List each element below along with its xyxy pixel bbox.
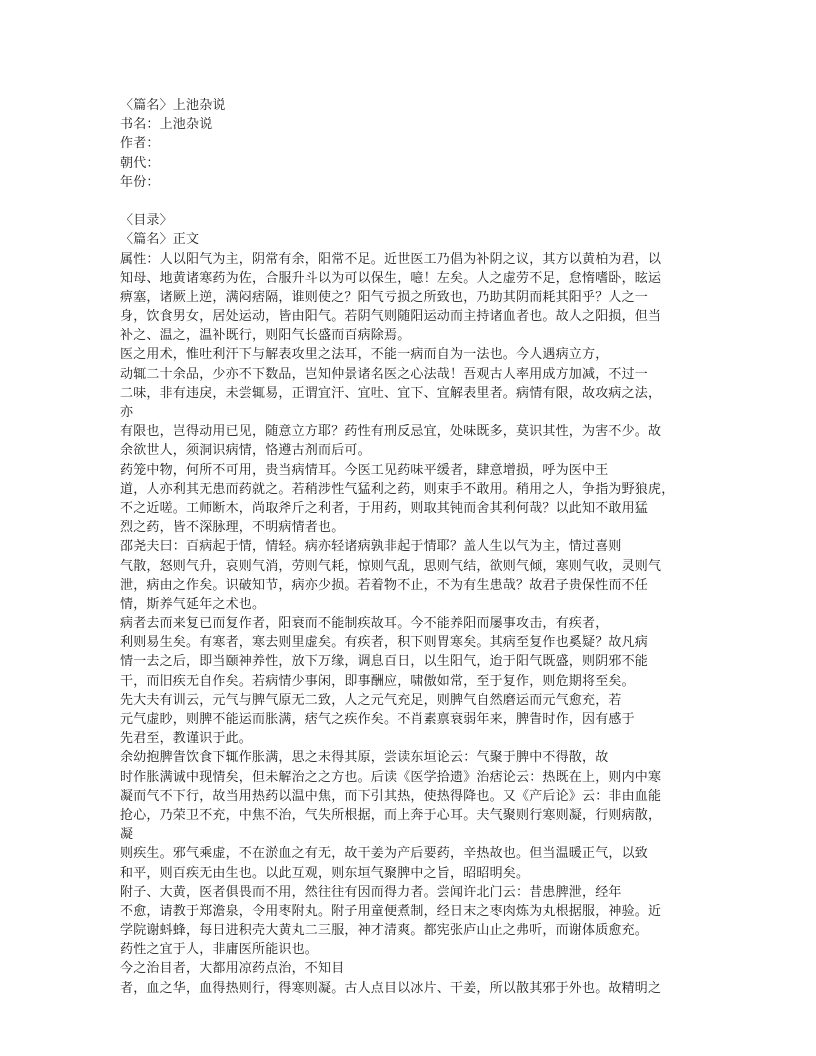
body-line: 抢心，乃荣卫不充，中焦不治，气失所根据，而上奔于心耳。夫气聚则行寒则凝，行则病散， xyxy=(120,807,662,823)
body-line: 时作胀满诚中现情矣，但未解治之之方也。后读《医学拾遗》治痞论云：热既在上，则内中寒 xyxy=(120,769,662,785)
body-line: 者，血之华，血得热则行，得寒则凝。古人点目以冰片、干姜，所以散其邪于外也。故精明之 xyxy=(120,980,662,996)
year-field: 年份： xyxy=(120,174,160,190)
body-line: 则疾生。邪气乘虚，不在淤血之有无，故干姜为产后要药，辛热故也。但当温暖正气，以致 xyxy=(120,846,649,862)
body-text xyxy=(120,250,698,998)
body-line: 元气虚眇，则脾不能运而胀满，痞气之疾作矣。不肖素禀衰弱年来，脾眚时作，因有感于 xyxy=(120,712,635,727)
body-line: 附子、大黄，医者俱畏而不用，然往往有因而得力者。尝闻许北门云：昔患脾泄，经年 xyxy=(120,884,622,900)
body-line: 泄，病由之作矣。识破知节，病亦少损。若着物不止，不为有生患哉？故君子贵保性而不任 xyxy=(120,577,649,593)
body-line: 先君至，教谨识于此。 xyxy=(120,731,253,747)
body-line: 动辄二十余品，少亦不下数品，岂知仲景诸名医之心法哉！吾观古人率用成方加减，不过一 xyxy=(120,366,649,382)
body-line: 有限也，岂得动用已见，随意立方耶？药性有刑反忌宜，处味既多，莫识其性，为害不少。故 xyxy=(120,424,662,440)
body-line: 痹塞，诸厥上逆，满闷痞隔，谁则使之？阳气亏损之所致也，乃助其阴而耗其阳乎？人之一 xyxy=(120,289,649,305)
body-line: 邵尧夫曰：百病起于情，情轻。病亦轻诸病孰非起于情耶？盖人生以气为主，情过喜则 xyxy=(120,539,622,555)
document-page xyxy=(120,96,698,998)
body-line: 情，斯养气延年之术也。 xyxy=(120,596,266,612)
spacer xyxy=(120,192,698,211)
toc-label: 〈目录〉 xyxy=(120,213,173,229)
piece-title: 〈篇名〉上池杂说 xyxy=(120,98,226,113)
body-line: 凝 xyxy=(120,827,134,843)
body-line: 病者去而来复已而复作者，阳衰而不能制疾故耳。今不能养阳而屡事攻击，有疾者， xyxy=(120,616,609,632)
body-line: 凝而气不下行，故当用热药以温中焦，而下引其热，使热得降也。又《产后论》云：非由血能 xyxy=(120,788,662,804)
body-line: 余欲世人，须洞识病情，恪遵古剂而后可。 xyxy=(120,443,371,459)
body-line: 今之治目者，大都用凉药点治，不知目 xyxy=(120,961,345,977)
body-line: 不愈，请教于郑澹泉，令用枣附丸。附子用童便煮制，经日末之枣肉炼为丸根据服，神验。近 xyxy=(120,903,662,919)
body-line: 身，饮食男女，居处运动，皆由阳气。若阴气则随阳运动而主持诸血者也。故人之阳损，但当 xyxy=(120,309,662,325)
author-field: 作者： xyxy=(120,136,160,152)
body-line: 知母、地黄诸寒药为佐，合服升斗以为可以保生，噫！左矣。人之虚劳不足，怠惰嗜卧，眩运 xyxy=(120,270,662,286)
body-line: 不之近嗟。工师断木，尚取斧斤之利者，于用药，则取其钝而舍其利何哉？以此知不敢用猛 xyxy=(120,500,649,516)
body-line: 和平，则百疾无由生也。以此互观，则东垣气聚脾中之旨，昭昭明矣。 xyxy=(120,865,530,881)
body-line: 药笼中物，何所不可用，贵当病情耳。今医工见药味平缓者，肆意增损，呼为医中王 xyxy=(120,462,609,478)
book-name: 书名：上池杂说 xyxy=(120,117,213,133)
body-line: 学院谢蚪蜂，每日进积壳大黄丸二三服，神才清爽。都宪张庐山止之弗听，而谢体质愈充。 xyxy=(120,923,649,939)
body-line: 医之用术，惟吐利汗下与解表攻里之法耳，不能一病而自为一法也。今人遇病立方， xyxy=(120,347,609,363)
body-line: 补之、温之，温补既行，则阳气长盛而百病除焉。 xyxy=(120,328,411,344)
body-line: 余幼抱脾眚饮食下辄作胀满，思之未得其原，尝读东垣论云：气聚于脾中不得散，故 xyxy=(120,750,609,766)
body-line: 亦 xyxy=(120,405,134,420)
body-line: 干，而旧疾无自作矣。若病情少事闲，即事酬应，啸傲如常，至于复作，则危期将至矣。 xyxy=(120,673,635,689)
dynasty-field: 朝代： xyxy=(120,155,160,171)
body-line: 先大夫有训云，元气与脾气原无二致，人之元气充足，则脾气自然磨运而元气愈充，若 xyxy=(120,692,622,708)
body-line: 二味，非有违戾，未尝辄易，正谓宜汗、宜吐、宜下、宜解表里者。病情有限，故攻病之法， xyxy=(120,385,662,401)
body-line: 情一去之后，即当颐神养性，放下万缘，调息百日，以生阳气，迨于阳气既盛，则阴邪不能 xyxy=(120,654,649,670)
body-line: 烈之药，皆不深脉理，不明病情者也。 xyxy=(120,520,345,536)
body-line: 道，人亦利其无患而药就之。若稍涉性气猛利之药，则束手不敢用。稍用之人，争指为野狼虎， xyxy=(120,481,675,497)
body-line: 属性：人以阳气为主，阴常有余，阳常不足。近世医工乃倡为补阴之议，其方以黄柏为君，以 xyxy=(120,251,662,267)
toc-piece-title: 〈篇名〉正文 xyxy=(120,232,200,248)
body-line: 气散，怒则气升，哀则气消，劳则气耗，惊则气乱，思则气结，欲则气倾，寒则气收，灵则气 xyxy=(120,558,662,574)
body-line: 药性之宜于人，非庸医所能识也。 xyxy=(120,942,319,958)
body-line: 利则易生矣。有寒者，寒去则里虚矣。有疾者，积下则胃寒矣。其病至复作也奚疑？故凡病 xyxy=(120,635,649,651)
